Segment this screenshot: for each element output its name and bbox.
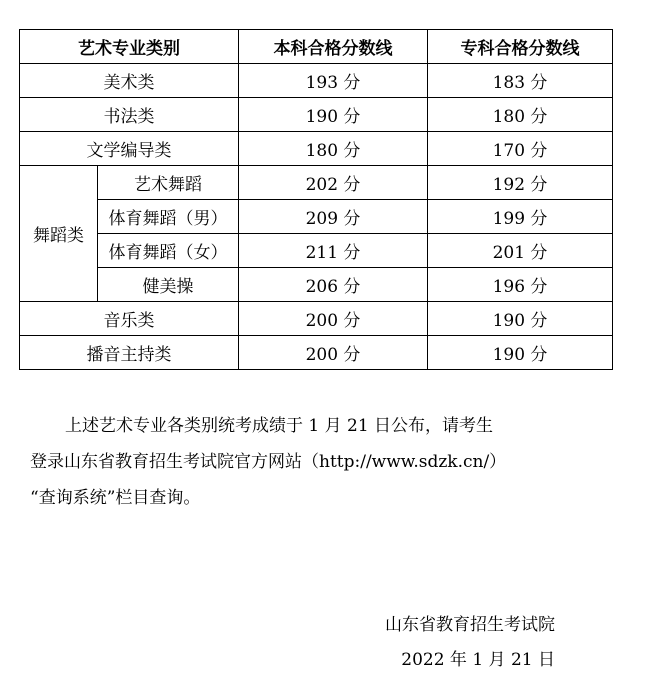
subcategory-cell: 体育舞蹈（男）	[98, 200, 239, 234]
bachelor-score: 200 分	[239, 336, 428, 370]
dance-group-cell: 舞蹈类	[20, 166, 98, 302]
subcategory-cell: 健美操	[98, 268, 239, 302]
associate-score: 199 分	[428, 200, 613, 234]
table-row	[20, 200, 613, 234]
header-bachelor: 本科合格分数线	[239, 30, 428, 64]
notice-paragraph	[30, 408, 630, 516]
score-table	[19, 29, 613, 370]
associate-score: 190 分	[428, 302, 613, 336]
bachelor-score: 209 分	[239, 200, 428, 234]
signature-org: 山东省教育招生考试院	[385, 615, 555, 635]
associate-score: 190 分	[428, 336, 613, 370]
subcategory-cell: 体育舞蹈（女）	[98, 234, 239, 268]
category-cell: 文学编导类	[20, 132, 239, 166]
associate-score: 196 分	[428, 268, 613, 302]
category-cell: 书法类	[20, 98, 239, 132]
bachelor-score: 180 分	[239, 132, 428, 166]
associate-score: 192 分	[428, 166, 613, 200]
table-row	[20, 234, 613, 268]
table-row	[20, 132, 613, 166]
subcategory-cell: 艺术舞蹈	[98, 166, 239, 200]
associate-score: 201 分	[428, 234, 613, 268]
notice-line: “查询系统”栏目查询。	[30, 488, 201, 508]
bachelor-score: 190 分	[239, 98, 428, 132]
associate-score: 170 分	[428, 132, 613, 166]
category-cell: 美术类	[20, 64, 239, 98]
category-cell: 音乐类	[20, 302, 239, 336]
table-row	[20, 64, 613, 98]
associate-score: 183 分	[428, 64, 613, 98]
notice-line: 登录山东省教育招生考试院官方网站（http://www.sdzk.cn/）	[30, 452, 507, 472]
category-cell: 播音主持类	[20, 336, 239, 370]
bachelor-score: 202 分	[239, 166, 428, 200]
table-row	[20, 166, 613, 200]
signature-date: 2022 年 1 月 21 日	[401, 650, 555, 670]
table-row	[20, 336, 613, 370]
table-row	[20, 98, 613, 132]
table-row	[20, 302, 613, 336]
table-row	[20, 268, 613, 302]
notice-line: 上述艺术专业各类别统考成绩于 1 月 21 日公布，请考生	[65, 416, 494, 436]
table-header-row	[20, 30, 613, 64]
associate-score: 180 分	[428, 98, 613, 132]
bachelor-score: 193 分	[239, 64, 428, 98]
header-associate: 专科合格分数线	[428, 30, 613, 64]
header-category: 艺术专业类别	[20, 30, 239, 64]
bachelor-score: 200 分	[239, 302, 428, 336]
bachelor-score: 206 分	[239, 268, 428, 302]
bachelor-score: 211 分	[239, 234, 428, 268]
